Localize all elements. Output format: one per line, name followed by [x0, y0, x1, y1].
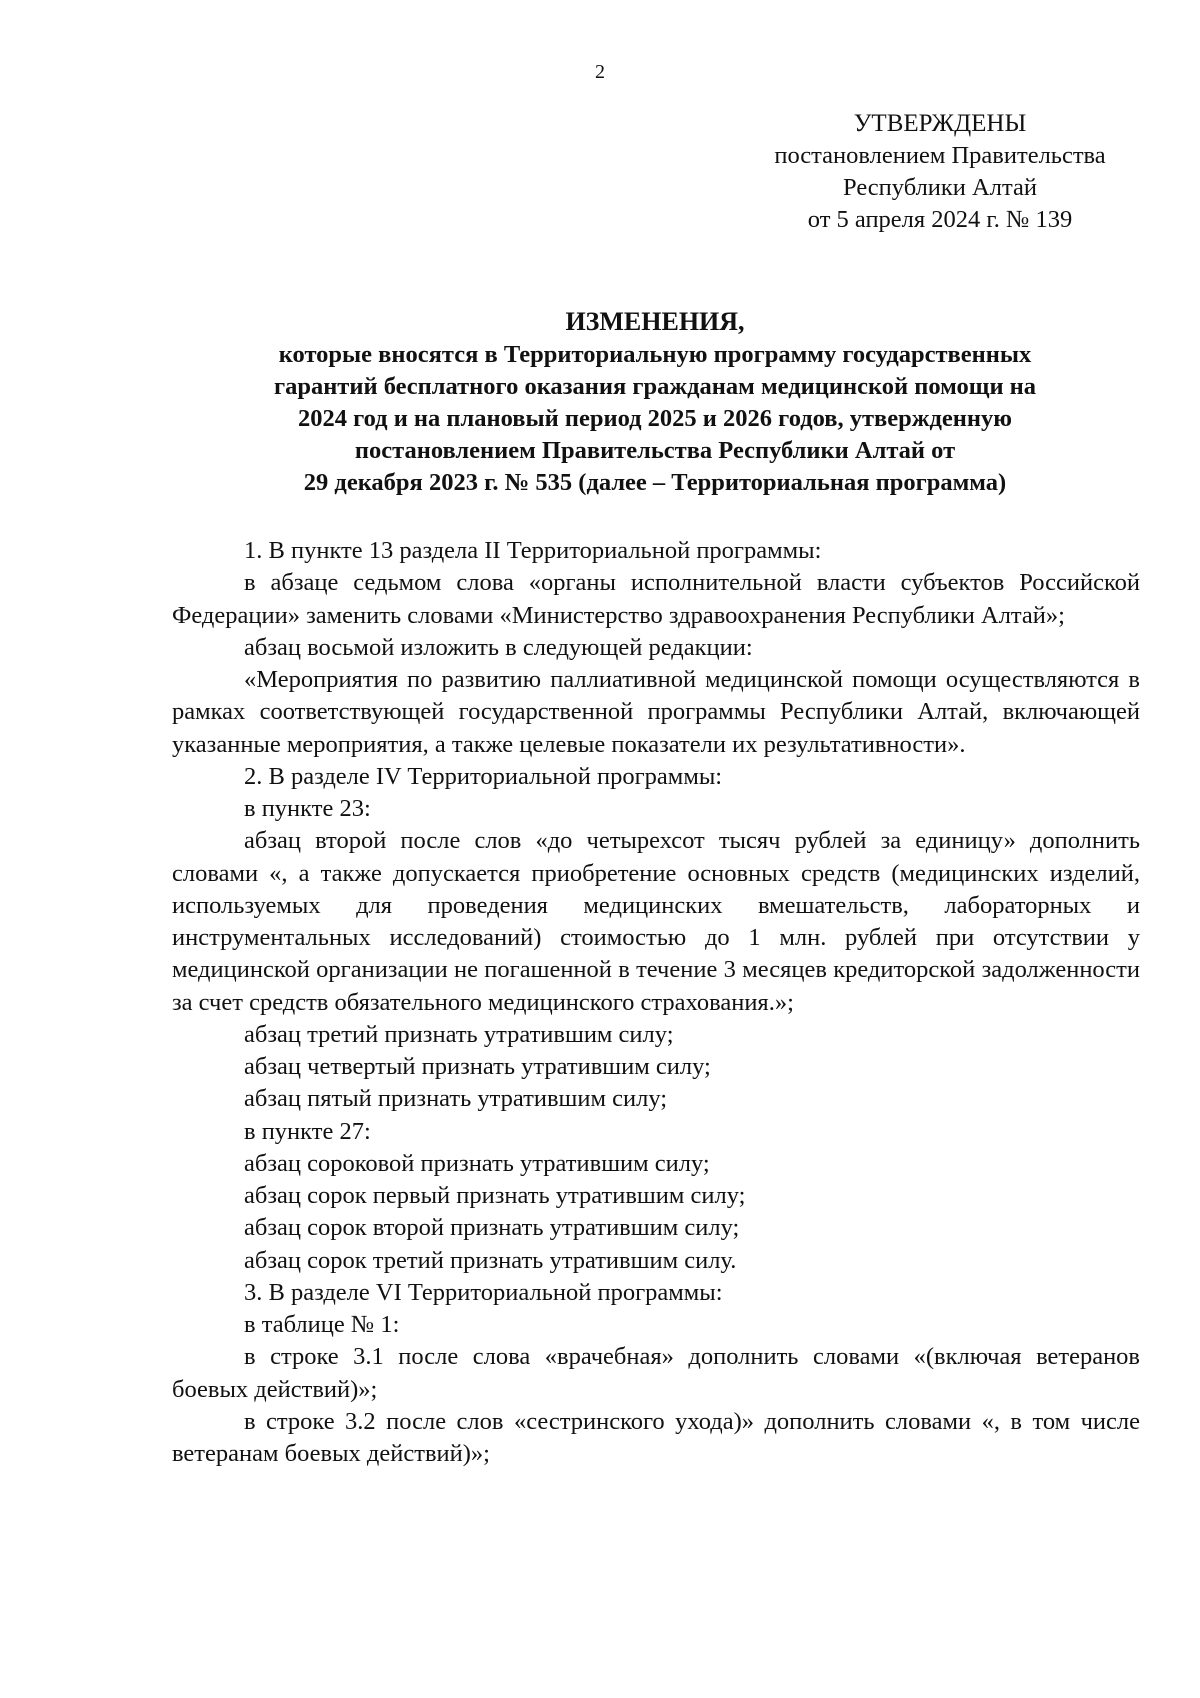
- paragraph: в строке 3.2 после слов «сестринского ухода)» дополнить словами «, в том числе ветеранам боевых действий)»;: [172, 1407, 1140, 1467]
- paragraph: абзац сорок первый признать утратившим силу;: [244, 1182, 746, 1209]
- paragraph: 2. В разделе IV Территориальной программы:: [244, 762, 723, 790]
- paragraph: абзац третий признать утратившим силу;: [244, 1020, 674, 1048]
- paragraph: абзац сороковой признать утратившим силу;: [244, 1149, 710, 1177]
- approval-stamp: [750, 108, 1130, 236]
- document-heading: [170, 305, 1140, 499]
- approval-line: постановлением Правительства: [774, 142, 1106, 169]
- document-body: [172, 535, 1140, 1470]
- paragraph: в таблице № 1:: [244, 1311, 400, 1338]
- heading-line: 29 декабря 2023 г. № 535 (далее – Территориальная программа): [303, 469, 1007, 496]
- paragraph: «Мероприятия по развитию паллиативной медицинской помощи осуществляются в рамках соответствующей государственной программы Республики Алтай, включающей указанные мероприятия, а также целевые показатели их результативности».: [172, 666, 1140, 758]
- heading-line: гарантий бесплатного оказания гражданам медицинской помощи на: [273, 373, 1037, 400]
- heading-line: которые вносятся в Территориальную программу государственных: [278, 341, 1032, 368]
- paragraph: в пункте 27:: [244, 1117, 371, 1145]
- approval-title: УТВЕРЖДЕНЫ: [853, 110, 1027, 137]
- paragraph: 1. В пункте 13 раздела II Территориальной программы:: [244, 537, 822, 564]
- paragraph: в абзаце седьмом слова «органы исполнительной власти субъектов Российской Федерации» заменить словами «Министерство здравоохранения Республики Алтай»;: [172, 569, 1140, 629]
- paragraph: абзац второй после слов «до четырехсот тысяч рублей за единицу» дополнить словами «, а также допускается приобретение основных средств (медицинских изделий, используемых для проведения медицинских вмешательств, лабораторных и инструментальных исследований) стоимостью до 1 млн. рублей при отсутствии у медицинской организации не погашенной в течение 3 месяцев кредиторской задолженности за счет средств обязательного медицинского страхования.»;: [172, 827, 1140, 1016]
- approval-line: от 5 апреля 2024 г. № 139: [807, 206, 1073, 233]
- paragraph: абзац четвертый признать утратившим силу;: [244, 1053, 711, 1080]
- page-number: 2: [595, 61, 605, 83]
- paragraph: абзац пятый признать утратившим силу;: [244, 1085, 668, 1113]
- paragraph: 3. В разделе VI Территориальной программы:: [244, 1278, 723, 1306]
- heading-title: ИЗМЕНЕНИЯ,: [565, 307, 745, 336]
- paragraph: абзац сорок второй признать утратившим силу;: [244, 1214, 740, 1242]
- paragraph: в строке 3.1 после слова «врачебная» дополнить словами «(включая ветеранов боевых действий)»;: [172, 1343, 1140, 1403]
- paragraph: абзац сорок третий признать утратившим силу.: [244, 1246, 737, 1274]
- heading-line: постановлением Правительства Республики Алтай от: [354, 437, 956, 464]
- approval-line: Республики Алтай: [843, 174, 1037, 201]
- paragraph: абзац восьмой изложить в следующей редакции:: [244, 633, 753, 661]
- paragraph: в пункте 23:: [244, 795, 371, 822]
- heading-line: 2024 год и на плановый период 2025 и 2026 годов, утвержденную: [297, 405, 1013, 432]
